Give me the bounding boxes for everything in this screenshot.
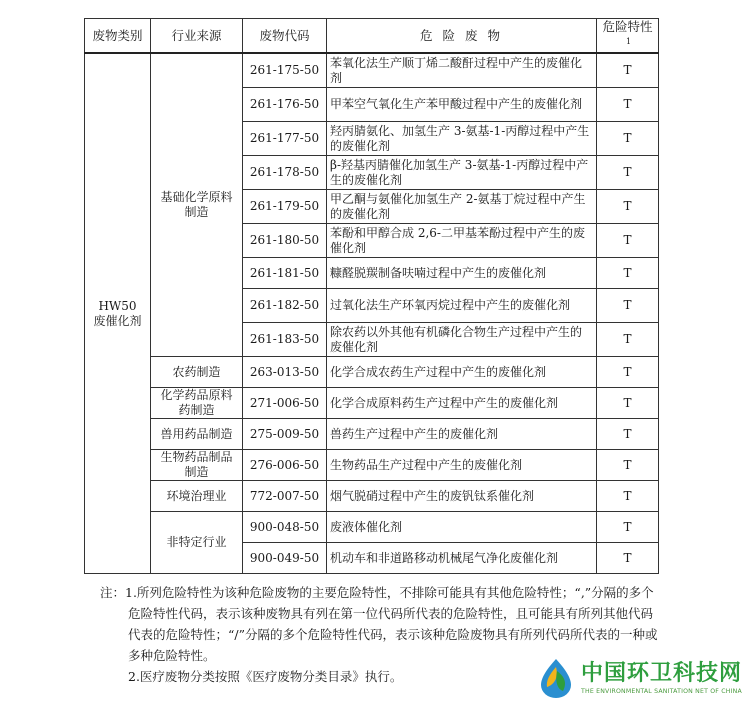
table-row — [85, 419, 659, 450]
waste-cell: 兽药生产过程中产生的废催化剂 — [327, 419, 597, 450]
hazardous-waste-table — [84, 18, 659, 574]
code-cell: 900-048-50 — [243, 512, 327, 543]
leaf-drop-logo-icon — [537, 657, 575, 699]
hazard-cell: T — [597, 258, 659, 289]
category-cell: HW50 废催化剂 — [85, 53, 151, 574]
table-row — [85, 450, 659, 481]
hazard-cell: T — [597, 419, 659, 450]
code-cell: 263-013-50 — [243, 357, 327, 388]
code-cell: 275-009-50 — [243, 419, 327, 450]
table-body — [85, 53, 659, 574]
watermark-text — [581, 661, 742, 696]
waste-cell: 糠醛脱羰制备呋喃过程中产生的废催化剂 — [327, 258, 597, 289]
hazard-cell: T — [597, 388, 659, 419]
header-waste: 危 险 废 物 — [327, 19, 597, 54]
waste-cell: 苯氧化法生产顺丁烯二酸酐过程中产生的废催化剂 — [327, 53, 597, 88]
header-code: 废物代码 — [243, 19, 327, 54]
header-hazard-label: 危险特性 — [602, 19, 653, 34]
header-hazard — [597, 19, 659, 54]
waste-cell: 机动车和非道路移动机械尾气净化废催化剂 — [327, 543, 597, 574]
hazard-cell: T — [597, 190, 659, 224]
waste-cell: 甲乙酮与氨催化加氢生产 2-氨基丁烷过程中产生的废催化剂 — [327, 190, 597, 224]
waste-cell: 废液体催化剂 — [327, 512, 597, 543]
hazard-cell: T — [597, 53, 659, 88]
code-cell: 261-180-50 — [243, 224, 327, 258]
industry-cell: 兽用药品制造 — [151, 419, 243, 450]
hazard-cell: T — [597, 357, 659, 388]
waste-cell: 苯酚和甲醇合成 2,6-二甲基苯酚过程中产生的废催化剂 — [327, 224, 597, 258]
code-cell: 261-181-50 — [243, 258, 327, 289]
waste-cell: 甲苯空气氧化生产苯甲酸过程中产生的废催化剂 — [327, 88, 597, 122]
code-cell: 261-177-50 — [243, 122, 327, 156]
waste-cell: 化学合成原料药生产过程中产生的废催化剂 — [327, 388, 597, 419]
footnote-1: 注：1.所列危险特性为该种危险废物的主要危险特性，不排除可能具有其他危险特性；“,”分隔的多个危险特性代码，表示该种废物具有列在第一位代码所代表的危险特性，且可能具有所列其他代码代表的危险特性；“/”分隔的多个危险特性代码，表示该种危险废物具有所列代码所代表的一种或多种危险特性。 — [100, 585, 658, 663]
hazard-cell: T — [597, 481, 659, 512]
waste-cell: 烟气脱硝过程中产生的废钒钛系催化剂 — [327, 481, 597, 512]
hazard-cell: T — [597, 512, 659, 543]
code-cell: 261-182-50 — [243, 289, 327, 323]
waste-cell: 除农药以外其他有机磷化合物生产过程中产生的废催化剂 — [327, 323, 597, 357]
industry-cell: 化学药品原料 药制造 — [151, 388, 243, 419]
waste-cell: 生物药品生产过程中产生的废催化剂 — [327, 450, 597, 481]
industry-cell: 生物药品制品 制造 — [151, 450, 243, 481]
code-cell: 261-179-50 — [243, 190, 327, 224]
table-row — [85, 512, 659, 543]
code-cell: 261-176-50 — [243, 88, 327, 122]
waste-cell: 过氧化法生产环氧丙烷过程中产生的废催化剂 — [327, 289, 597, 323]
header-hazard-footnote: 1 — [625, 37, 632, 46]
waste-cell: 化学合成农药生产过程中产生的废催化剂 — [327, 357, 597, 388]
hazard-cell: T — [597, 156, 659, 190]
code-cell: 261-183-50 — [243, 323, 327, 357]
table-header-row — [85, 19, 659, 54]
hazard-cell: T — [597, 289, 659, 323]
header-category: 废物类别 — [85, 19, 151, 54]
hazard-cell: T — [597, 323, 659, 357]
industry-cell: 非特定行业 — [151, 512, 243, 574]
code-cell: 261-175-50 — [243, 53, 327, 88]
watermark-subtitle: THE ENVIRONMENTAL SANITATION NET OF CHINA — [580, 687, 742, 695]
table-row — [85, 53, 659, 88]
footnote-2: 2.医疗废物分类按照《医疗废物分类目录》执行。 — [128, 669, 403, 684]
industry-cell: 基础化学原料 制造 — [151, 53, 243, 357]
table-row — [85, 388, 659, 419]
code-cell: 276-006-50 — [243, 450, 327, 481]
code-cell: 261-178-50 — [243, 156, 327, 190]
code-cell: 900-049-50 — [243, 543, 327, 574]
industry-cell: 环境治理业 — [151, 481, 243, 512]
code-cell: 271-006-50 — [243, 388, 327, 419]
watermark-logo — [537, 653, 742, 703]
table-row — [85, 481, 659, 512]
waste-cell: β-羟基丙腈催化加氢生产 3-氨基-1-丙醇过程中产生的废催化剂 — [327, 156, 597, 190]
hazard-cell: T — [597, 88, 659, 122]
hazard-cell: T — [597, 224, 659, 258]
waste-cell: 羟丙腈氨化、加氢生产 3-氨基-1-丙醇过程中产生的废催化剂 — [327, 122, 597, 156]
table-row — [85, 357, 659, 388]
hazard-cell: T — [597, 450, 659, 481]
header-industry: 行业来源 — [151, 19, 243, 54]
hazard-cell: T — [597, 543, 659, 574]
watermark-name: 中国环卫科技网 — [580, 660, 742, 686]
code-cell: 772-007-50 — [243, 481, 327, 512]
hazard-cell: T — [597, 122, 659, 156]
industry-cell: 农药制造 — [151, 357, 243, 388]
